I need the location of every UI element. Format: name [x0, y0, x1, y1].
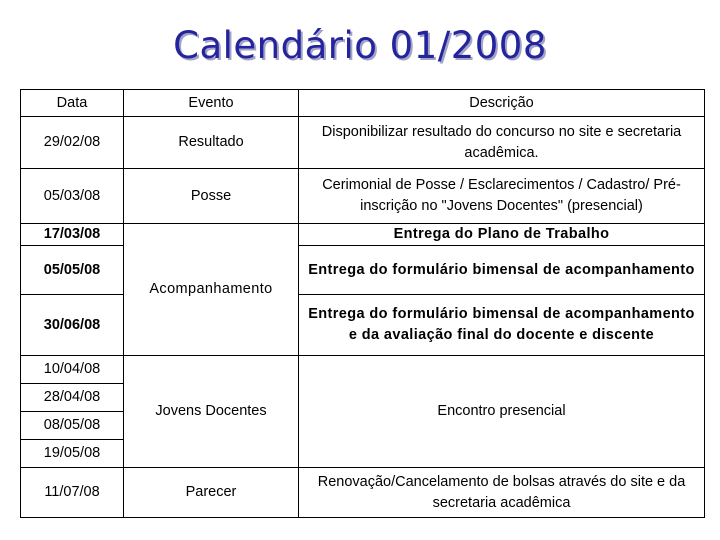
table-row	[21, 246, 705, 295]
event-cell: Parecer	[124, 468, 299, 518]
table-row	[21, 117, 705, 169]
description-cell: Entrega do Plano de Trabalho	[299, 224, 705, 246]
date-cell: 29/02/08	[21, 117, 124, 169]
header-data: Data	[21, 90, 124, 117]
date-cell: 10/04/08	[21, 356, 124, 384]
date-cell: 05/03/08	[21, 169, 124, 224]
table-row	[21, 169, 705, 224]
header-evento: Evento	[124, 90, 299, 117]
calendar-table	[20, 89, 705, 518]
event-cell-jovens-docentes: Jovens Docentes	[124, 356, 299, 468]
table-row	[21, 468, 705, 518]
description-cell: Entrega do formulário bimensal de acompanhamento	[299, 246, 705, 295]
date-cell: 30/06/08	[21, 295, 124, 356]
table-row	[21, 356, 705, 384]
description-cell-encontro: Encontro presencial	[299, 356, 705, 468]
date-cell: 11/07/08	[21, 468, 124, 518]
date-cell: 17/03/08	[21, 224, 124, 246]
date-cell: 05/05/08	[21, 246, 124, 295]
description-cell: Cerimonial de Posse / Esclarecimentos / Cadastro/ Pré-inscrição no "Jovens Docentes" (presencial)	[299, 169, 705, 224]
table-row	[21, 224, 705, 246]
header-descricao: Descrição	[299, 90, 705, 117]
description-cell: Entrega do formulário bimensal de acompanhamento e da avaliação final do docente e discente	[299, 295, 705, 356]
event-cell-acompanhamento: Acompanhamento	[124, 224, 299, 356]
event-cell: Posse	[124, 169, 299, 224]
table-header-row	[21, 90, 705, 117]
description-cell: Disponibilizar resultado do concurso no site e secretaria acadêmica.	[299, 117, 705, 169]
date-cell: 19/05/08	[21, 440, 124, 468]
date-cell: 08/05/08	[21, 412, 124, 440]
table-row	[21, 295, 705, 356]
date-cell: 28/04/08	[21, 384, 124, 412]
description-cell: Renovação/Cancelamento de bolsas através do site e da secretaria acadêmica	[299, 468, 705, 518]
page-title: Calendário 01/2008	[173, 24, 547, 67]
event-cell: Resultado	[124, 117, 299, 169]
